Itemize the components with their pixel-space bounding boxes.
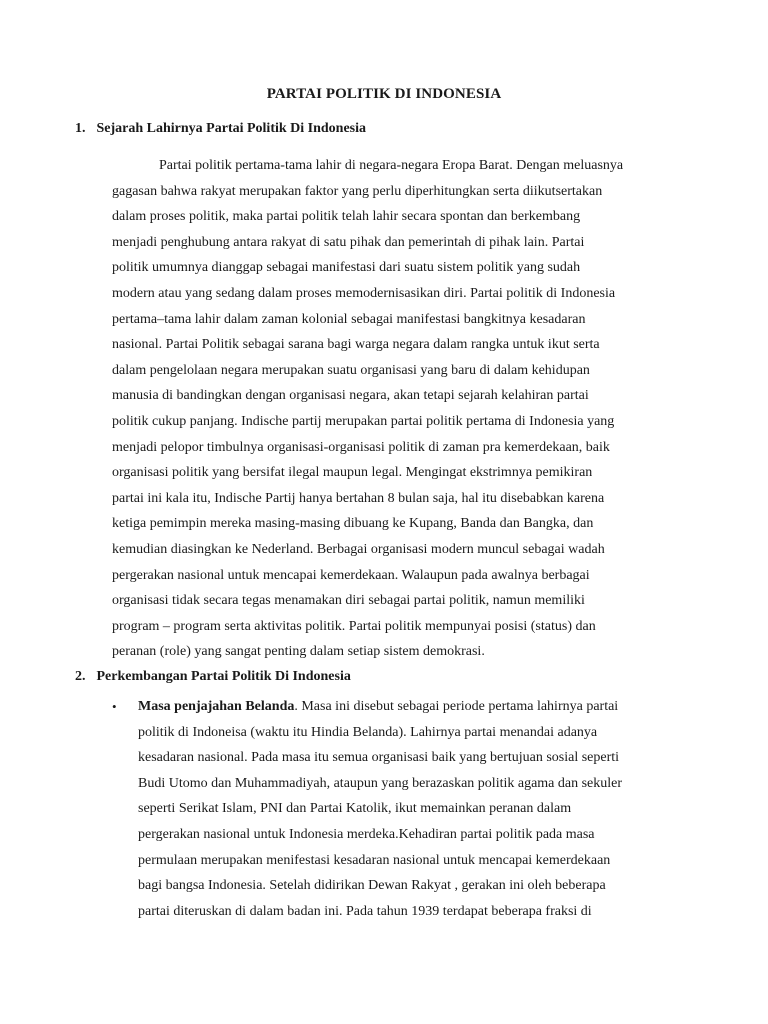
- paragraph-line: politik umumnya dianggap sebagai manifestasi dari suatu sistem politik yang sudah: [112, 260, 581, 276]
- bullet-line: partai diteruskan di dalam badan ini. Pada tahun 1939 terdapat beberapa fraksi di: [138, 903, 592, 919]
- paragraph-line: program – program serta aktivitas politik. Partai politik mempunyai posisi (status) dan: [112, 618, 596, 634]
- bullet-line: politik di Indoneisa (waktu itu Hindia Belanda). Lahirnya partai menandai adanya: [138, 724, 598, 740]
- paragraph-line: dalam proses politik, maka partai politik telah lahir secara spontan dan berkembang: [112, 209, 581, 225]
- paragraph-line: partai ini kala itu, Indische Partij hanya bertahan 8 bulan saja, hal itu disebabkan karena: [112, 490, 605, 506]
- bullet-line: seperti Serikat Islam, PNI dan Partai Katolik, ikut memainkan peranan dalam: [138, 801, 572, 817]
- section-number: 2.: [75, 669, 86, 684]
- paragraph-line: organisasi tidak secara tegas menamakan diri sebagai partai politik, namun memiliki: [112, 593, 585, 609]
- section-number: 1.: [75, 121, 86, 136]
- section-heading-sejarah: [75, 121, 366, 137]
- paragraph-line: manusia di bandingkan dengan organisasi negara, akan tetapi sejarah kelahiran partai: [112, 388, 589, 404]
- paragraph-line: gagasan bahwa rakyat merupakan faktor yang perlu diperhitungkan serta diikutsertakan: [112, 183, 603, 199]
- paragraph-line: modern atau yang sedang dalam proses memodernisasikan diri. Partai politik di Indonesia: [112, 285, 616, 301]
- bullet-first-line: [138, 694, 622, 720]
- bullet-line: permulaan merupakan menifestasi kesadaran nasional untuk mencapai kemerdekaan: [138, 852, 611, 868]
- paragraph-line: dalam pengelolaan negara merupakan suatu organisasi yang baru di dalam kehidupan: [112, 362, 590, 378]
- bullet-line: pergerakan nasional untuk Indonesia merdeka.Kehadiran partai politik pada masa: [138, 826, 595, 842]
- bullet-body: [138, 694, 622, 924]
- paragraph-sejarah: [112, 153, 692, 665]
- section-heading-text: Perkembangan Partai Politik Di Indonesia: [96, 669, 351, 684]
- paragraph-line: ketiga pemimpin mereka masing-masing dibuang ke Kupang, Banda dan Bangka, dan: [112, 516, 594, 532]
- paragraph-line: menjadi pelopor timbulnya organisasi-organisasi politik di zaman pra kemerdekaan, baik: [112, 439, 610, 455]
- section-heading-perkembangan: [75, 669, 351, 685]
- section-heading-text: Sejarah Lahirnya Partai Politik Di Indonesia: [96, 121, 367, 136]
- paragraph-line: pertama–tama lahir dalam zaman kolonial sebagai manifestasi bangkitnya kesadaran: [112, 311, 586, 327]
- paragraph-line: politik cukup panjang. Indische partij merupakan partai politik pertama di Indonesia yang: [112, 413, 615, 429]
- paragraph-line: organisasi politik yang bersifat ilegal maupun legal. Mengingat ekstrimnya pemikiran: [112, 465, 593, 481]
- paragraph-line: menjadi penghubung antara rakyat di satu pihak dan pemerintah di pihak lain. Partai: [112, 234, 585, 250]
- bullet-lead: Masa penjajahan Belanda: [138, 699, 295, 714]
- bullet-first-line-rest: . Masa ini disebut sebagai periode pertama lahirnya partai: [294, 699, 619, 714]
- paragraph-line: kemudian diasingkan ke Nederland. Berbagai organisasi modern muncul sebagai wadah: [112, 541, 605, 557]
- bullet-line: bagi bangsa Indonesia. Setelah didirikan Dewan Rakyat , gerakan ini oleh beberapa: [138, 878, 606, 894]
- paragraph-line: pergerakan nasional untuk mencapai kemerdekaan. Walaupun pada awalnya berbagai: [112, 567, 590, 583]
- bullet-line: Budi Utomo dan Muhammadiyah, ataupun yang berazaskan politik agama dan sekuler: [138, 775, 623, 791]
- paragraph-line: peranan (role) yang sangat penting dalam setiap sistem demokrasi.: [112, 644, 485, 660]
- paragraph-line: Partai politik pertama-tama lahir di negara-negara Eropa Barat. Dengan meluasnya: [159, 158, 624, 173]
- bullet-line: kesadaran nasional. Pada masa itu semua organisasi baik yang bertujuan sosial seperti: [138, 750, 620, 766]
- bullet-icon: •: [112, 699, 117, 714]
- paragraph-line: nasional. Partai Politik sebagai sarana bagi warga negara dalam rangka untuk ikut serta: [112, 337, 600, 353]
- document-title: PARTAI POLITIK DI INDONESIA: [266, 86, 502, 102]
